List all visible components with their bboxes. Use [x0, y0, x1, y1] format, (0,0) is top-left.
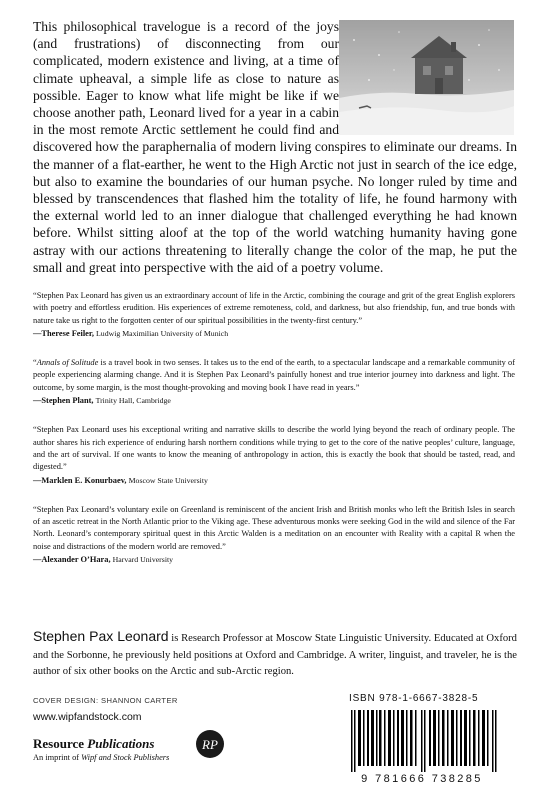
endorsement-attribution	[33, 328, 515, 340]
endorser-affiliation: Moscow State University	[128, 475, 208, 485]
endorsement	[33, 504, 515, 566]
author-bio-text: is Research Professor at Moscow State Linguistic University. Educated at Oxford and the Sorbonne, he previously held positions at Oxford and Cambridge. A writer, linguist, and traveler, he is the author of six other books on the Arctic and sub-Arctic region.	[33, 633, 517, 678]
author-name: Stephen Pax Leonard	[33, 628, 169, 644]
endorsement-attribution	[33, 475, 515, 487]
endorser-name: —Stephen Plant,	[33, 396, 94, 406]
imprint-publisher: Wipf and Stock Publishers	[81, 753, 170, 762]
endorsement	[33, 424, 515, 486]
publisher-website: www.wipfandstock.com	[33, 711, 142, 723]
publisher-imprint	[33, 753, 169, 762]
book-title: Annals of Solitude	[36, 358, 99, 368]
endorser-affiliation: Ludwig Maximilian University of Munich	[96, 328, 229, 338]
endorsement-text: “Stephen Pax Leonard has given us an extraordinary account of life in the Arctic, combining the courage and grit of the great English explorers with poetry and effortless erudition. His experiences of extreme remoteness, cold, and darkness, but also friendship, fun, and true bonds with nature take us right to the forgotten center of our spiritual possibilities in the twenty-first century.”	[33, 291, 515, 325]
endorsement-text: “Stephen Pax Leonard uses his exceptional writing and narrative skills to describe the world lying beyond the reach of ordinary people. The author shares his rich experience of enduring harsh northern conditions while trying to get to the core of the native peoples’ culture, language, and the art of survival. If one wants to know the meaning of anthropology in action, this is exactly the book that should be tasted, read, and digested.”	[33, 425, 515, 472]
publisher-name	[33, 736, 154, 752]
logo-letters: RP	[202, 737, 218, 752]
publisher-name-italic: Publications	[87, 736, 155, 751]
author-bio	[33, 628, 517, 681]
endorser-name: —Alexander O’Hara,	[33, 555, 111, 565]
barcode-digits: 9 781666 738285	[361, 773, 483, 785]
publisher-name-bold: Resource	[33, 736, 85, 751]
endorser-affiliation: Harvard University	[112, 555, 174, 565]
endorser-name: —Therese Feiler,	[33, 328, 94, 338]
blurb-text: This philosophical travelogue is a record of the joys (and frustrations) of disconnecting from our complicated, modern existence and living, at a time of climate upheaval, a simple life as close to nature as possible. Eager to know what life might be like if we choose another path, Leonard lived for a year in a cabin in the most remote Arctic settlement he could find and discovered how the paraphernalia of modern living conspires to eliminate our dreams. In the manner of a flat-earther, he went to the High Arctic not just in search of the ice edge, but also to examine the boundaries of our human psyche. No longer ruled by time and blessed by transcendences that flashed him the totality of life, he found harmony with the external world led to an inner dialogue that challenged everything he had known before. Whilst sitting aloof at the top of the world watching humanity having gone astray with our actions threatening to literally change the color of the map, he put the small and great into perspective with the aid of a poetry volume.	[33, 19, 517, 275]
back-cover-blurb	[33, 18, 517, 276]
endorser-affiliation: Trinity Hall, Cambridge	[95, 396, 171, 406]
imprint-prefix: An imprint of	[33, 753, 82, 762]
endorsement-text: “Stephen Pax Leonard’s voluntary exile on Greenland is reminiscent of the ancient Irish and British monks who left the British Isles in search of an ascetic retreat in the North Atlantic prior to the Viking age. These adventurous monks were seeking God in the wild and silence of the Far North. Leonard’s contemporary spiritual quest in this Arctic Walden is a meditation on an encounter with Reality with a capital R when the noise and distractions of the modern world are removed.”	[33, 504, 515, 551]
isbn-barcode	[337, 708, 513, 790]
endorsements	[33, 290, 515, 583]
rp-logo-icon	[195, 729, 225, 759]
cover-design-credit: COVER DESIGN: SHANNON CARTER	[33, 696, 178, 705]
endorsement-attribution	[33, 554, 515, 566]
endorsement: “Annals of Solitude is a travel book in two senses. It takes us to the end of the earth, to a spectacular landscape and a remarkable community of people experiencing alarming change. And it is Stephen Pax Leonard’s painfully honest and true interior journey into darkness and light. The outcome, by some margin, is the most thought-provoking and moving book I have read in years.” —Stephen Plant, Trinity Hall, Cambridge	[33, 357, 515, 407]
endorsement	[33, 290, 515, 340]
photo-wrap-spacer	[339, 18, 517, 136]
isbn-label: ISBN 978-1-6667-3828-5	[349, 693, 479, 704]
endorsement-attribution	[33, 395, 515, 407]
endorser-name: —Marklen E. Konurbaev,	[33, 475, 127, 485]
endorsement-text: is a travel book in two senses. It takes us to the end of the earth, to a spectacular landscape and a remarkable community of people experiencing alarming change. And it is Stephen Pax Leonard’s painfully honest and true interior journey into darkness and light. The outcome, by some margin, is the most thought-provoking and moving book I have read in years.”	[33, 358, 515, 392]
barcode-bars-icon	[343, 710, 507, 772]
